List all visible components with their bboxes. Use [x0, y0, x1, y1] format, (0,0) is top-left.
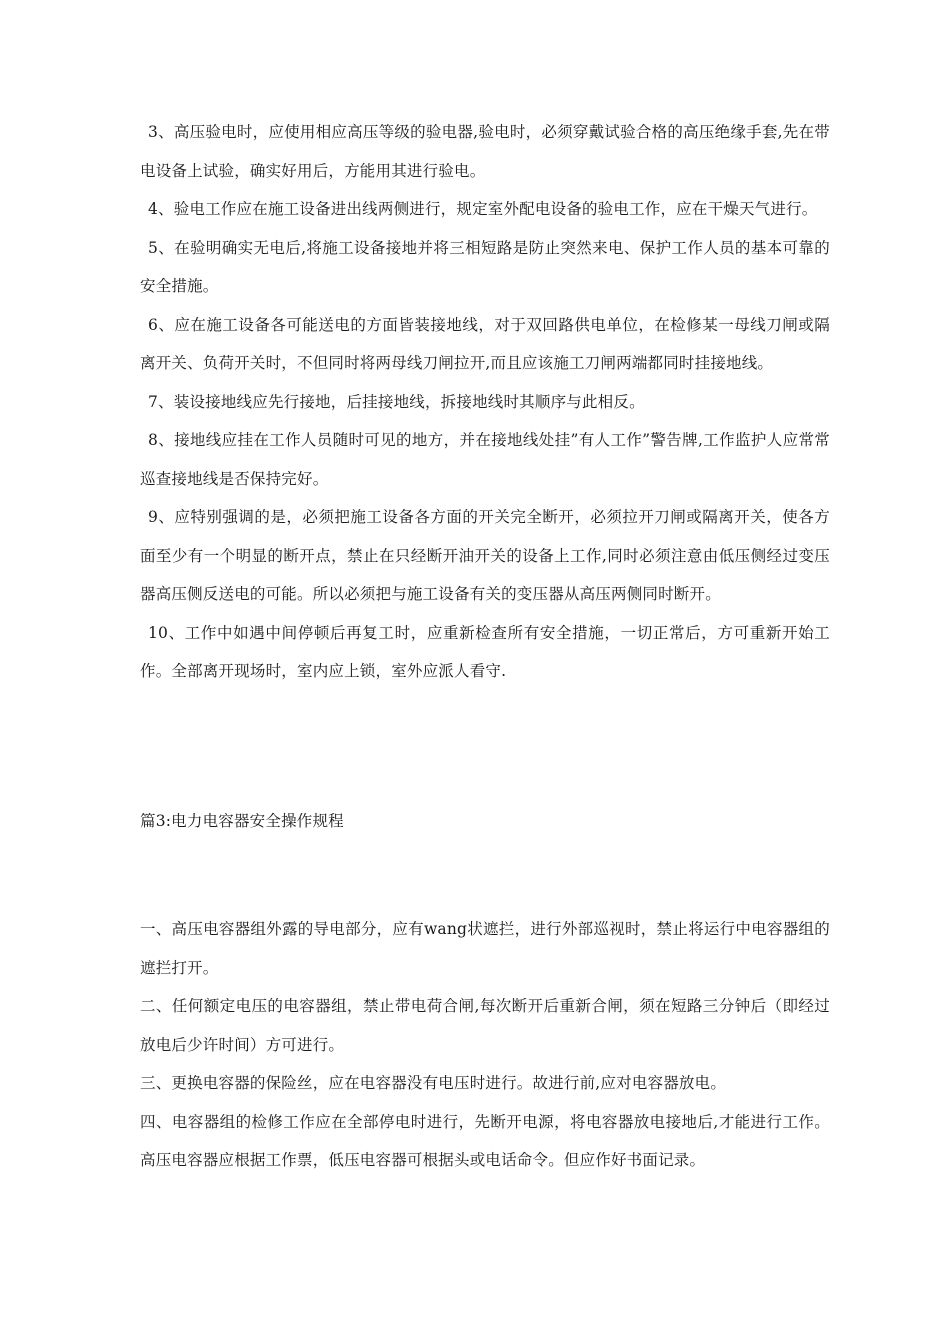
- capacitor-rule-1: 一、高压电容器组外露的导电部分，应有wang状遮拦，进行外部巡视时，禁止将运行中电容器组的遮拦打开。: [140, 920, 830, 977]
- section3-rules: [140, 910, 830, 1180]
- section-title: 篇3:电力电容器安全操作规程: [140, 812, 344, 830]
- rule-item-6: 6、应在施工设备各可能送电的方面皆装接地线，对于双回路供电单位，在检修某一母线刀闸或隔离开关、负荷开关时，不但同时将两母线刀闸拉开,而且应该施工刀闸两端都同时挂接地线。: [140, 315, 830, 372]
- section3-heading: [140, 802, 830, 841]
- section2-rules: [140, 113, 830, 691]
- capacitor-rule-3: 三、更换电容器的保险丝，应在电容器没有电压时进行。故进行前,应对电容器放电。: [140, 1074, 727, 1092]
- capacitor-rule-4: 四、电容器组的检修工作应在全部停电时进行，先断开电源，将电容器放电接地后,才能进行工作。高压电容器应根据工作票，低压电容器可根据头或电话命令。但应作好书面记录。: [140, 1112, 830, 1169]
- rule-item-10: 10、工作中如遇中间停顿后再复工时，应重新检查所有安全措施，一切正常后，方可重新开始工作。全部离开现场时，室内应上锁，室外应派人看守.: [140, 623, 830, 680]
- rule-item-7: 7、装设接地线应先行接地，后挂接地线，拆接地线时其顺序与此相反。: [148, 392, 645, 411]
- rule-item-3: 3、高压验电时，应使用相应高压等级的验电器,验电时，必须穿戴试验合格的高压绝缘手套,先在带电设备上试验，确实好用后，方能用其进行验电。: [140, 123, 830, 180]
- capacitor-rule-2: 二、任何额定电压的电容器组，禁止带电荷合闸,每次断开后重新合闸，须在短路三分钟后（即经过放电后少许时间）方可进行。: [140, 997, 830, 1054]
- rule-item-9: 9、应特别强调的是，必须把施工设备各方面的开关完全断开，必须拉开刀闸或隔离开关，使各方面至少有一个明显的断开点，禁止在只经断开油开关的设备上工作,同时必须注意由低压侧经过变压器高压侧反送电的可能。所以必须把与施工设备有关的变压器从高压两侧同时断开。: [140, 508, 830, 603]
- rule-item-8: 8、接地线应挂在工作人员随时可见的地方，并在接地线处挂”有人工作”警告牌,工作监护人应常常巡查接地线是否保持完好。: [140, 431, 830, 488]
- rule-item-4: 4、验电工作应在施工设备进出线两侧进行，规定室外配电设备的验电工作，应在干燥天气进行。: [148, 200, 818, 218]
- rule-item-5: 5、在验明确实无电后,将施工设备接地并将三相短路是防止突然来电、保护工作人员的基本可靠的安全措施。: [140, 238, 830, 295]
